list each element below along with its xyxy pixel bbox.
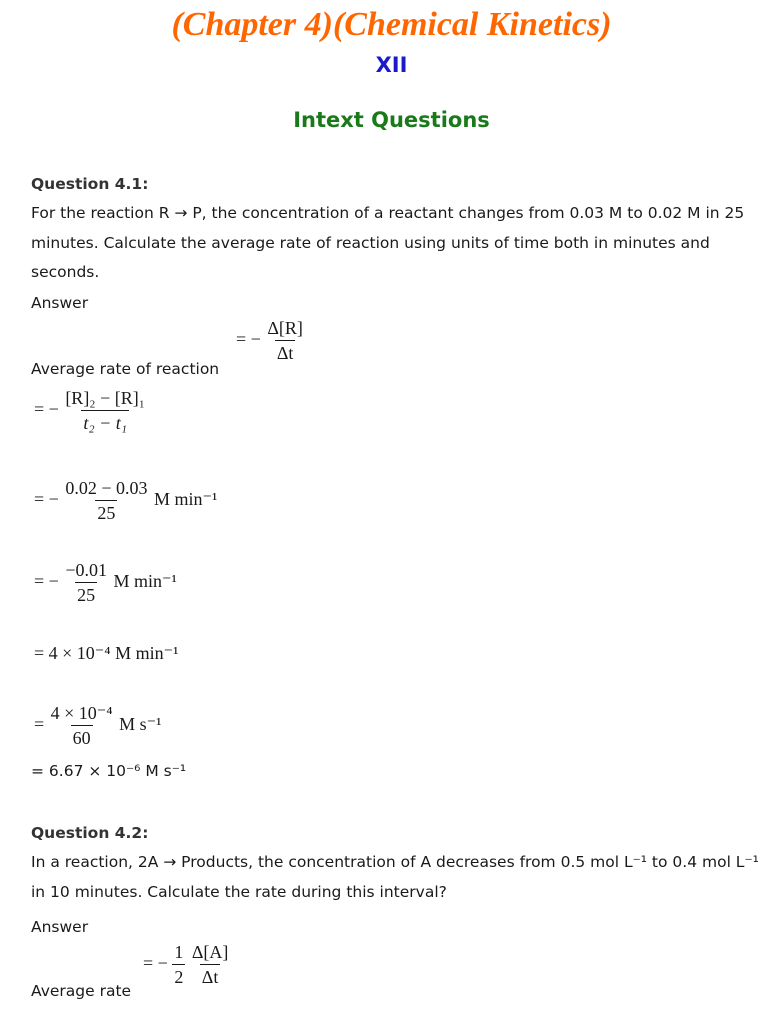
fraction-numerator: 0.02 − 0.03 [65,478,148,498]
equation-step-4: = 4 × 10⁻⁴ M min⁻¹ [34,643,179,663]
equation-unit: M s⁻¹ [119,714,162,735]
fraction [63,388,147,434]
fraction [63,560,109,606]
fraction-numerator: −0.01 [65,560,107,580]
equation-rate-definition [236,318,305,364]
fraction-numerator: [R]₂ − [R]₁ [65,388,146,408]
fraction-denominator: Δt [275,340,296,364]
fraction-denominator: 60 [71,725,93,749]
equation-average-rate-a [143,942,230,988]
equation-result: = 6.67 × 10⁻⁶ M s⁻¹ [31,762,187,780]
fraction-denominator: Δt [200,964,221,988]
fraction-numerator: Δ[R] [267,318,303,338]
fraction-numerator: 4 × 10⁻⁴ [50,703,113,723]
fraction [63,478,149,524]
equation-step-5 [34,703,162,749]
question-4-1-text: For the reaction R → P, the concentration of a reactant changes from 0.03 M to 0.02 M in 25 minutes. Calculate the average rate of reaction using units of time both in minutes and seconds. [31,204,745,281]
equation-prefix: = − [34,399,59,420]
average-rate-label: Average rate of reaction [31,360,220,378]
average-rate-label: Average rate [31,982,132,1000]
fraction [190,942,231,988]
fraction-denominator: t₂ − t₁ [81,410,129,434]
fraction-numerator: 1 [174,942,184,962]
equation-step-3 [34,560,177,606]
question-4-2-label: Question 4.2: [31,824,149,842]
equation-unit: M min⁻¹ [153,489,218,510]
equation-prefix: = [34,714,45,735]
equation-prefix: = − [143,953,168,974]
equation-unit: M min⁻¹ [113,571,177,592]
answer-label: Answer [31,918,89,936]
equation-prefix: = − [34,489,59,510]
answer-label: Answer [31,294,89,312]
chapter-title: (Chapter 4)(Chemical Kinetics) [171,6,612,43]
class-label: XII [375,53,408,77]
section-title: Intext Questions [293,108,490,132]
fraction [265,318,305,364]
equation-prefix: = − [236,329,261,350]
equation-step-2 [34,478,217,524]
question-4-1-label: Question 4.1: [31,175,149,193]
fraction-numerator: Δ[A] [191,942,229,962]
fraction-denominator: 25 [75,582,97,606]
equation-step-1 [34,388,147,434]
fraction-coefficient [172,942,185,988]
fraction-denominator: 2 [172,964,185,988]
fraction [49,703,115,749]
fraction-denominator: 25 [95,500,117,524]
equation-prefix: = − [34,571,59,592]
question-4-2-text: In a reaction, 2A → Products, the concentration of A decreases from 0.5 mol L⁻¹ to 0.4 mol L⁻¹ in 10 minutes. Calculate the rate during this interval? [31,853,759,901]
